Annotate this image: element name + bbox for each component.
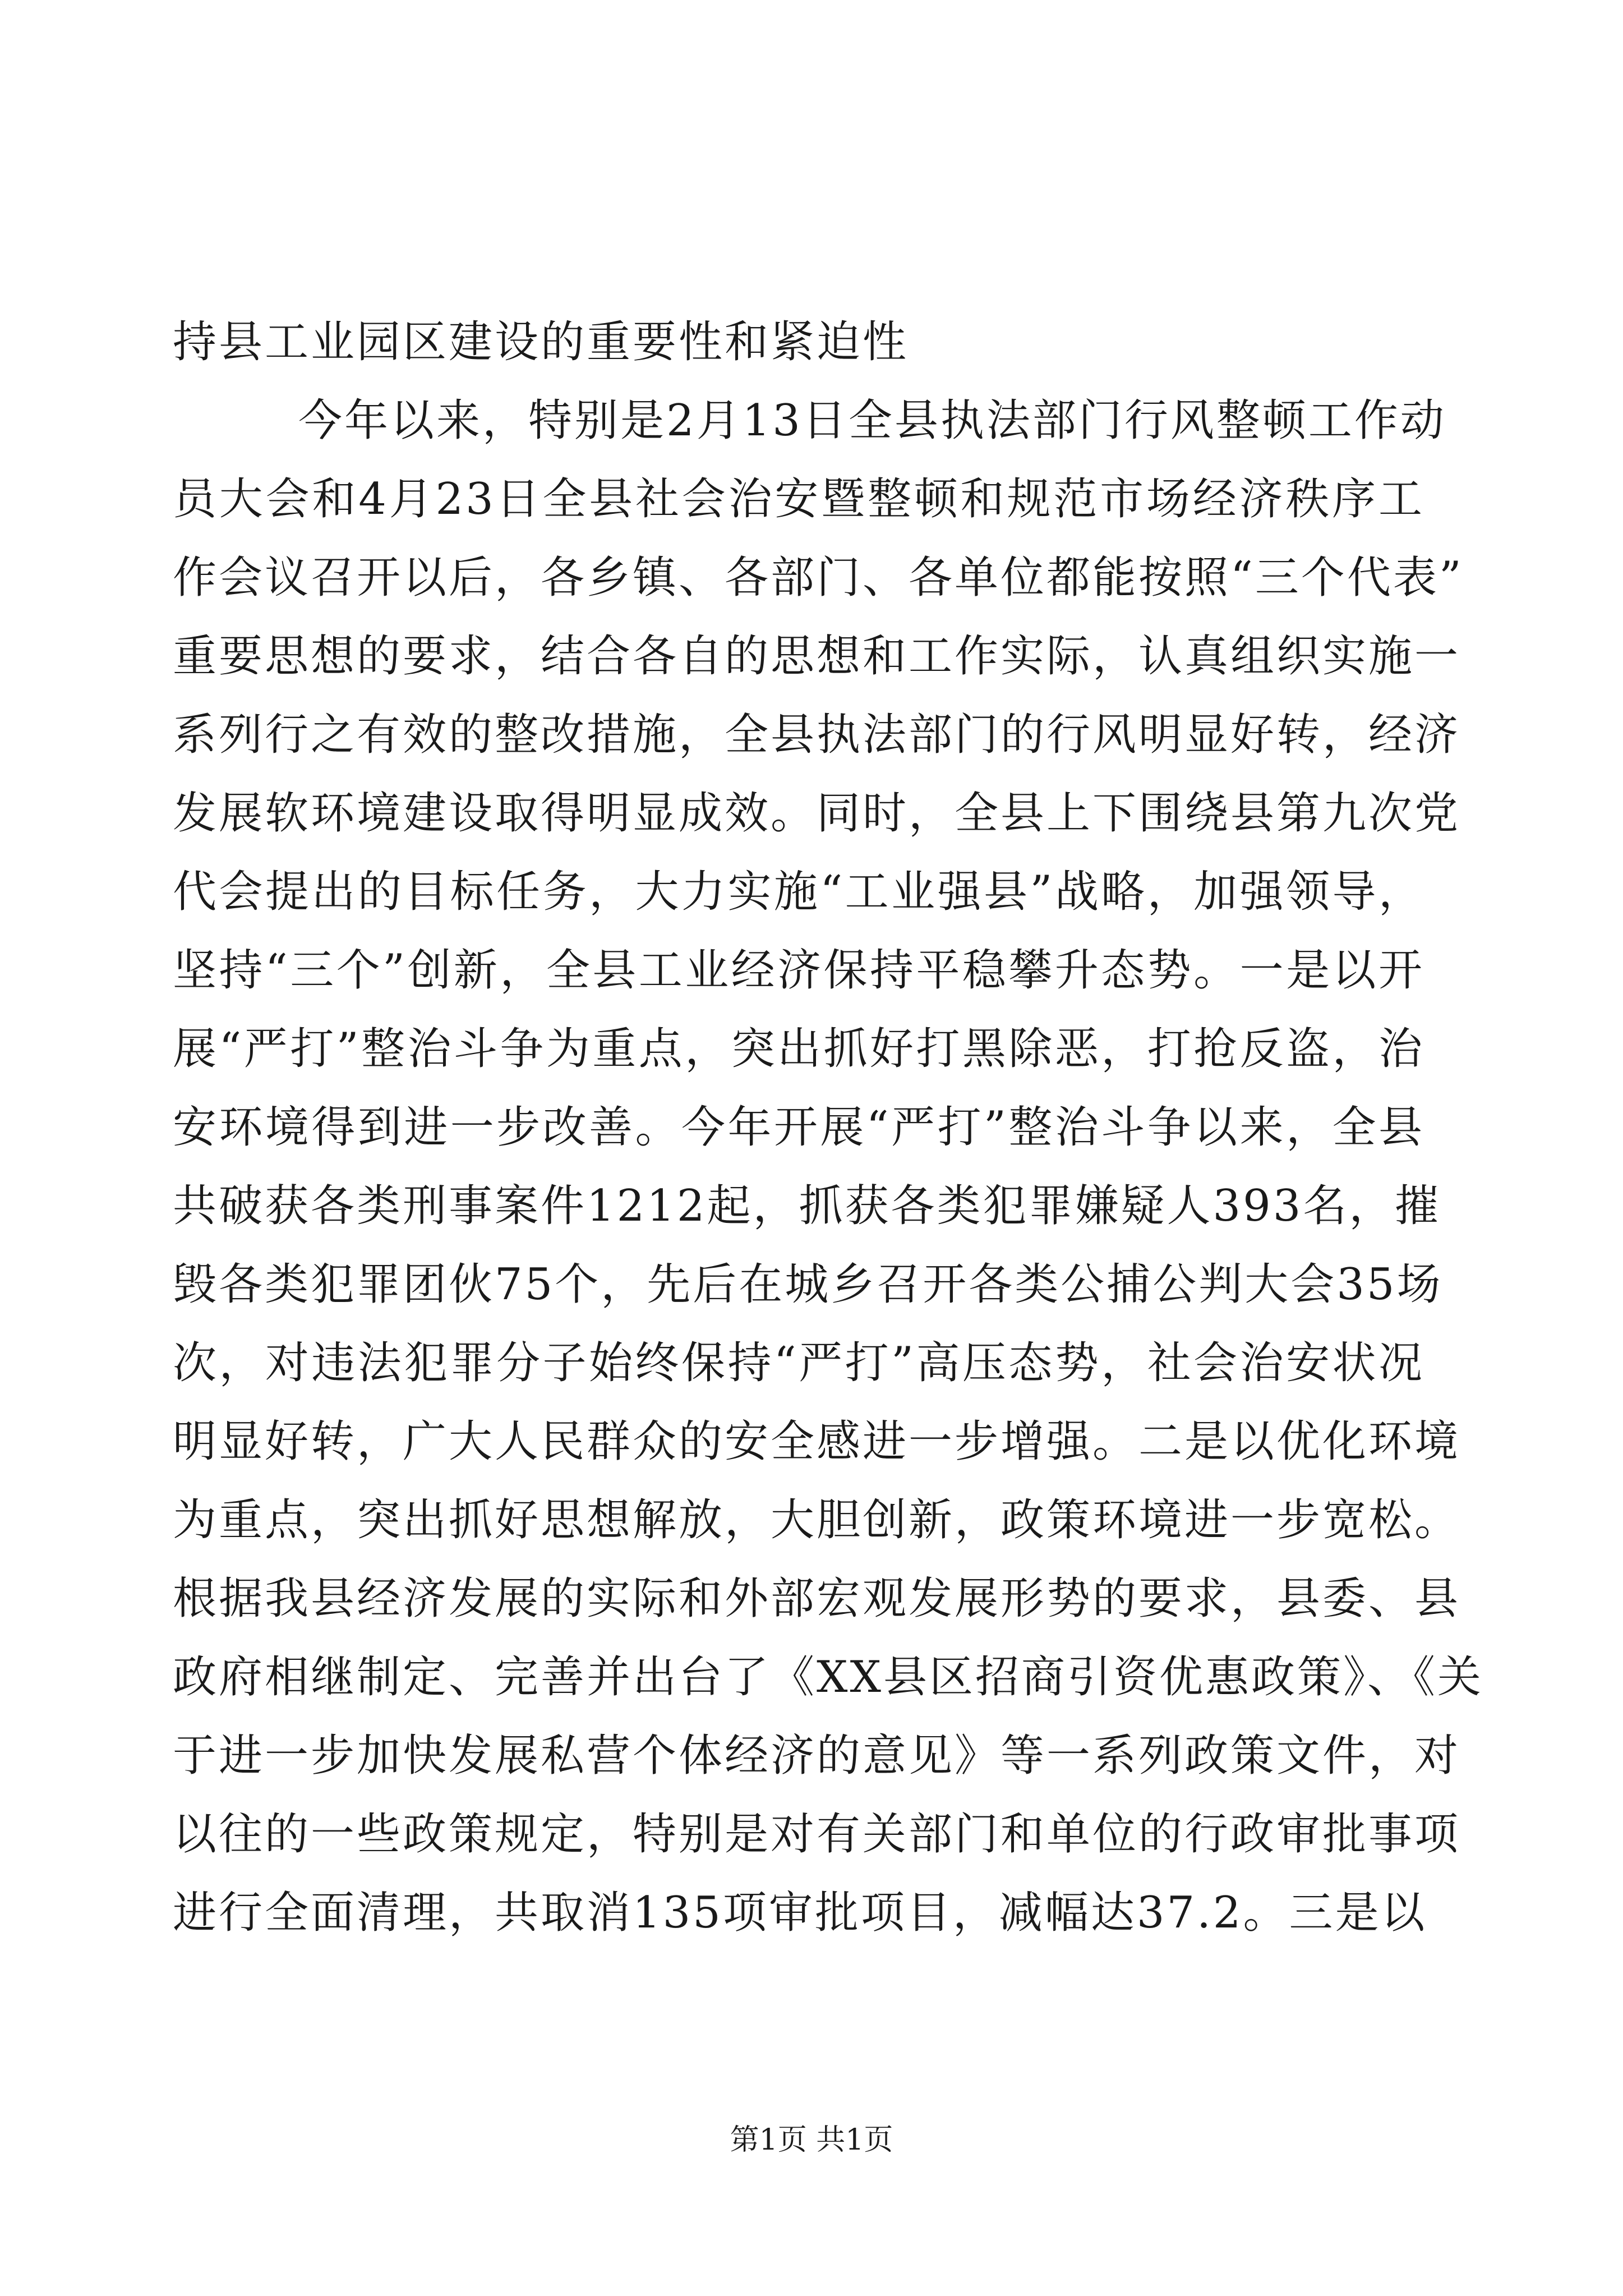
- text-line: 员大会和4月23日全县社会治安暨整顿和规范市场经济秩序工: [173, 474, 1424, 524]
- text-line: 持县工业园区建设的重要性和紧迫性: [173, 317, 909, 367]
- text-line: 以往的一些政策规定，特别是对有关部门和单位的行政审批事项: [173, 1809, 1461, 1860]
- text-line: 展“严打”整治斗争为重点，突出抓好打黑除恶，打抢反盗，治: [173, 1024, 1424, 1074]
- text-line: 发展软环境建设取得明显成效。同时，全县上下围绕县第九次党: [173, 788, 1461, 839]
- text-line: 次，对违法犯罪分子始终保持“严打”高压态势，社会治安状况: [173, 1338, 1424, 1388]
- text-line: 共破获各类刑事案件1212起，抓获各类犯罪嫌疑人393名，摧: [173, 1181, 1441, 1231]
- text-line: 代会提出的目标任务，大力实施“工业强县”战略，加强领导，: [173, 867, 1424, 917]
- text-line: 坚持“三个”创新，全县工业经济保持平稳攀升态势。一是以开: [173, 945, 1424, 996]
- text-line: 今年以来，特别是2月13日全县执法部门行风整顿工作动: [298, 395, 1446, 446]
- text-line: 于进一步加快发展私营个体经济的意见》等一系列政策文件，对: [173, 1731, 1461, 1781]
- text-line: 进行全面清理，共取消135项审批项目，减幅达37.2。三是以: [173, 1888, 1427, 1938]
- document-body: [173, 303, 1484, 1952]
- text-line: 安环境得到进一步改善。今年开展“严打”整治斗争以来，全县: [173, 1102, 1424, 1153]
- page-footer: 第1页 共1页: [730, 2123, 893, 2157]
- text-line: 重要思想的要求，结合各自的思想和工作实际，认真组织实施一: [173, 631, 1461, 682]
- text-line: 毁各类犯罪团伙75个，先后在城乡召开各类公捕公判大会35场: [173, 1259, 1443, 1310]
- text-line: 根据我县经济发展的实际和外部宏观发展形势的要求，县委、县: [173, 1573, 1461, 1624]
- text-line: 作会议召开以后，各乡镇、各部门、各单位都能按照“三个代表”: [173, 553, 1464, 603]
- text-line: 明显好转，广大人民群众的安全感进一步增强。二是以优化环境: [173, 1416, 1461, 1467]
- text-line: 政府相继制定、完善并出台了《XX县区招商引资优惠政策》、《关: [173, 1652, 1484, 1703]
- text-line: 为重点，突出抓好思想解放，大胆创新，政策环境进一步宽松。: [173, 1495, 1461, 1545]
- text-line: 系列行之有效的整改措施，全县执法部门的行风明显好转，经济: [173, 710, 1461, 760]
